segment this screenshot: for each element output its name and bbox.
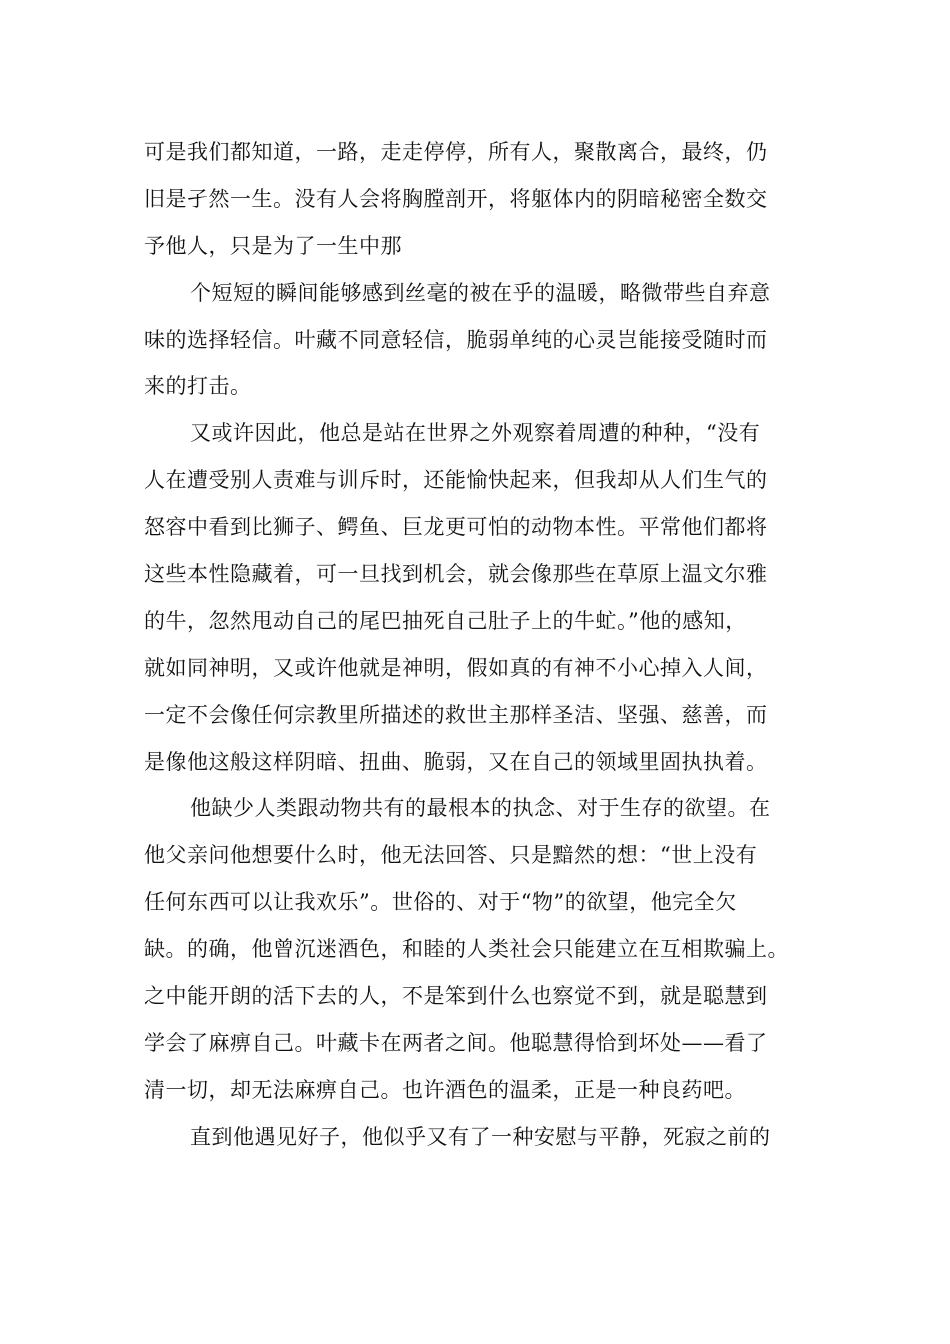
text-line: 个短短的瞬间能够感到丝毫的被在乎的温暖，略微带些自弃意 <box>190 280 771 305</box>
body-text <box>144 129 814 1161</box>
text-line: 这些本性隐藏着，可一旦找到机会，就会像那些在草原上温文尔雅 <box>144 562 768 587</box>
text-line: 来的打击。 <box>144 374 252 399</box>
text-line: 可是我们都知道，一路，走走停停，所有人，聚散离合，最终，仍 <box>144 140 768 164</box>
text-line: 怒容中看到比狮子、鳄鱼、巨龙更可怕的动物本性。平常他们都将 <box>144 515 768 540</box>
text-line: 是像他这般这样阴暗、扭曲、脆弱，又在自己的领域里固执执着。 <box>144 749 768 774</box>
text-line: 直到他遇见好子，他似乎又有了一种安慰与平静，死寂之前的 <box>190 1124 771 1149</box>
text-line: 就如同神明，又或许他就是神明，假如真的有神不小心掉入人间， <box>144 655 768 680</box>
text-line: 任何东西可以让我欢乐”。世俗的、对于“物”的欲望，他完全欠 <box>144 890 737 915</box>
text-line: 旧是孑然一生。没有人会将胸膛剖开，将躯体内的阴暗秘密全数交 <box>144 186 768 211</box>
text-line: 之中能开朗的活下去的人，不是笨到什么也察觉不到，就是聪慧到 <box>144 984 768 1009</box>
text-line: 的牛，忽然甩动自己的尾巴抽死自己肚子上的牛虻。”他的感知， <box>144 608 747 633</box>
text-line: 他父亲问他想要什么时，他无法回答、只是黯然的想：“世上没有 <box>144 843 758 868</box>
text-line: 又或许因此，他总是站在世界之外观察着周遭的种种，“没有 <box>190 421 761 446</box>
text-line: 清一切，却无法麻痹自己。也许酒色的温柔，正是一种良药吧。 <box>144 1077 746 1102</box>
text-line: 他缺少人类跟动物共有的最根本的执念、对于生存的欲望。在 <box>190 796 771 821</box>
text-line: 缺。的确，他曾沉迷酒色，和睦的人类社会只能建立在互相欺骗上。 <box>144 937 789 962</box>
text-line: 学会了麻痹自己。叶藏卡在两者之间。他聪慧得恰到坏处——看了 <box>144 1030 768 1055</box>
text-line: 予他人，只是为了一生中那 <box>144 233 402 258</box>
text-line: 一定不会像任何宗教里所描述的救世主那样圣洁、坚强、慈善，而 <box>144 702 768 727</box>
text-line: 味的选择轻信。叶藏不同意轻信，脆弱单纯的心灵岂能接受随时而 <box>144 327 768 352</box>
text-line: 人在遭受别人责难与训斥时，还能愉快起来，但我却从人们生气的 <box>144 468 768 493</box>
